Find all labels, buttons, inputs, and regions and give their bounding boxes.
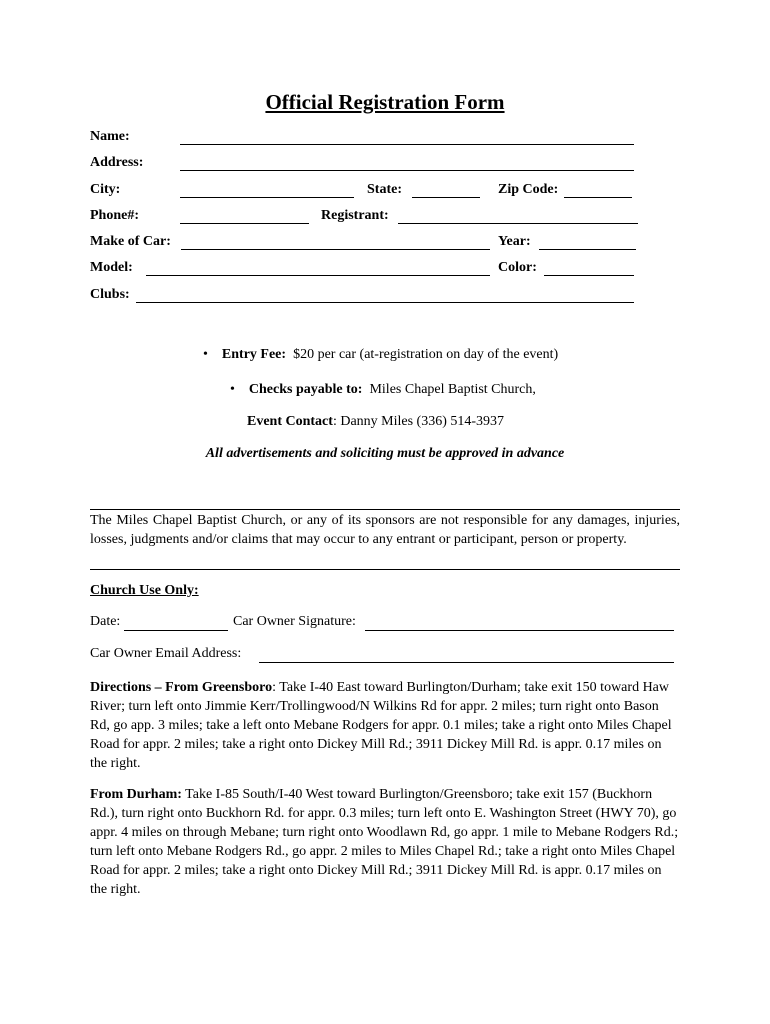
clubs-field[interactable] [136, 302, 634, 303]
make-label: Make of Car: [90, 234, 171, 249]
directions-durham [90, 785, 680, 899]
city-field[interactable] [180, 197, 354, 198]
greensboro-label: Directions – From Greensboro [90, 680, 273, 695]
church-use-heading: Church Use Only: [90, 583, 199, 598]
name-field[interactable] [180, 144, 634, 145]
state-field[interactable] [412, 197, 480, 198]
year-field[interactable] [539, 249, 636, 250]
date-field[interactable] [124, 630, 228, 631]
signature-field[interactable] [365, 630, 674, 631]
model-field[interactable] [146, 275, 490, 276]
model-label: Model: [90, 260, 133, 275]
phone-field[interactable] [180, 223, 309, 224]
directions-greensboro [90, 678, 680, 773]
durham-text: Take I-85 South/I-40 West toward Burlington/Greensboro; take exit 157 (Buckhorn Rd.), turn right onto Buckhorn Rd. for appr. 0.3 miles; turn left onto E. Washington Street (HWY 70), go appr. 4 miles on through Mebane; turn right onto Woodlawn Rd, go appr. 1 mile to Mebane Rodgers Rd.; turn left onto Mebane Rodgers Rd., go appr. 2 miles to Miles Chapel Rd.; take a right onto Miles Chapel Road for appr. 2 miles; take a right onto Dickey Mill Rd.; 3911 Dickey Mill Rd. is appr. 0.17 miles on the right. [90, 787, 679, 897]
address-label: Address: [90, 155, 144, 170]
form-title: Official Registration Form [265, 90, 505, 114]
address-field[interactable] [180, 170, 634, 171]
email-field[interactable] [259, 662, 674, 663]
durham-label: From Durham: [90, 787, 182, 802]
bullet-icon: • [230, 382, 235, 397]
year-label: Year: [498, 234, 531, 249]
greensboro-text: : Take I-40 East toward Burlington/Durham; take exit 150 toward Haw River; turn left onto Jimmie Kerr/Trollingwood/N Wilkins Rd for appr. 2 miles; turn right onto Bason Rd, go app. 3 miles; take a left onto Mebane Rodgers for appr. 0.1 miles; take a right onto Miles Chapel Road for appr. 2 miles; take a right onto Dickey Mill Rd.; 3911 Dickey Mill Rd. is appr. 0.17 miles on the right. [90, 680, 672, 771]
disclaimer-text: The Miles Chapel Baptist Church, or any of its sponsors are not responsible for any damages, injuries, losses, judgments and/or claims that may occur to any entrant or participant, person or property. [90, 513, 680, 547]
state-label: State: [367, 182, 402, 197]
advertising-notice: All advertisements and soliciting must be approved in advance [205, 446, 565, 461]
entry-fee-line [203, 347, 558, 363]
color-label: Color: [498, 260, 537, 275]
checks-label: Checks payable to: [248, 382, 363, 397]
checks-line [230, 382, 536, 398]
registrant-label: Registrant: [321, 208, 389, 223]
divider-top [90, 509, 680, 510]
bullet-icon: • [203, 347, 208, 362]
entry-fee-label: Entry Fee: [221, 347, 287, 362]
make-field[interactable] [181, 249, 490, 250]
phone-label: Phone#: [90, 208, 139, 223]
clubs-label: Clubs: [90, 287, 130, 302]
checks-text: Miles Chapel Baptist Church, [369, 382, 536, 397]
name-label: Name: [90, 129, 130, 144]
zip-label: Zip Code: [498, 182, 559, 197]
zip-field[interactable] [564, 197, 632, 198]
city-label: City: [90, 182, 121, 197]
contact-text: : Danny Miles (336) 514-3937 [332, 414, 505, 429]
divider-bottom [90, 569, 680, 570]
date-label: Date: [90, 614, 121, 629]
signature-label: Car Owner Signature: [233, 614, 356, 629]
contact-label: Event Contact [247, 414, 333, 429]
color-field[interactable] [544, 275, 634, 276]
contact-line [247, 414, 504, 430]
entry-fee-text: $20 per car (at-registration on day of the event) [293, 347, 559, 362]
email-label: Car Owner Email Address: [90, 646, 242, 661]
registrant-field[interactable] [398, 223, 638, 224]
